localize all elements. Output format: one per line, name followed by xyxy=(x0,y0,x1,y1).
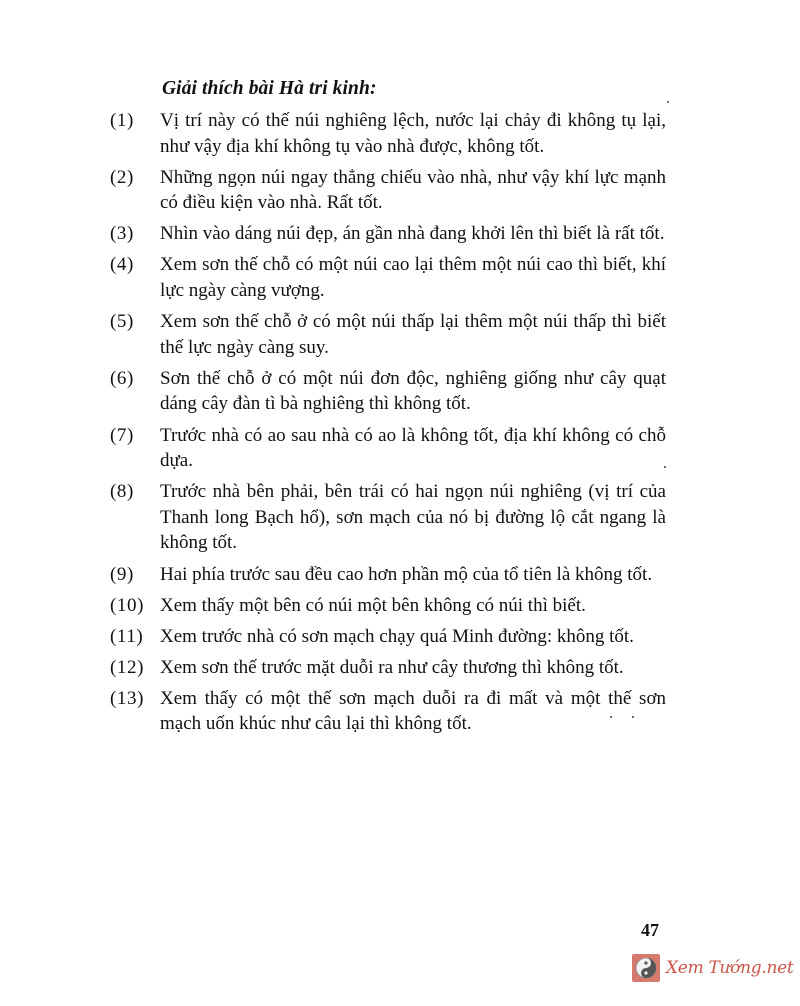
list-item-6 xyxy=(110,366,666,417)
list-item-12 xyxy=(110,655,666,681)
list-item-11 xyxy=(110,624,666,650)
item-number: (11) xyxy=(110,625,144,647)
item-number: (2) xyxy=(110,166,134,188)
list-item-3 xyxy=(110,221,666,247)
item-text: Trước nhà có ao sau nhà có ao là không tốt, địa khí không có chỗ dựa. xyxy=(160,424,666,472)
list-item-4 xyxy=(110,252,666,303)
scan-speck xyxy=(610,716,612,718)
page-number: 47 xyxy=(641,920,659,940)
watermark xyxy=(632,953,793,983)
item-number: (9) xyxy=(110,563,134,585)
list-item-1 xyxy=(110,108,666,159)
item-number: (3) xyxy=(110,223,134,245)
item-number: (13) xyxy=(110,687,145,709)
list-item-2 xyxy=(110,165,666,216)
section-heading: Giải thích bài Hà tri kinh: xyxy=(162,78,377,99)
item-text: Những ngọn núi ngay thẳng chiếu vào nhà, như vậy khí lực mạnh có điều kiện vào nhà. Rất tốt. xyxy=(160,166,666,214)
item-number: (4) xyxy=(110,254,134,276)
watermark-logo xyxy=(632,954,660,982)
list-item-9 xyxy=(110,562,666,588)
item-text: Xem thấy một bên có núi một bên không có núi thì biết. xyxy=(160,594,586,616)
list-item-5 xyxy=(110,309,666,360)
item-number: (1) xyxy=(110,110,134,131)
watermark-text: Xem Tướng.net xyxy=(666,958,794,978)
yin-yang-icon xyxy=(635,957,657,979)
item-number: (8) xyxy=(110,481,134,503)
numbered-list xyxy=(110,108,666,743)
scan-speck xyxy=(664,466,666,468)
item-text: Xem sơn thế chỗ có một núi cao lại thêm một núi cao thì biết, khí lực ngày càng vượng. xyxy=(160,254,666,302)
item-number: (10) xyxy=(110,594,145,616)
list-item-13 xyxy=(110,686,666,737)
list-item-8 xyxy=(110,479,666,556)
scan-speck xyxy=(667,101,669,103)
item-number: (6) xyxy=(110,367,134,389)
list-item-7 xyxy=(110,423,666,474)
item-text: Hai phía trước sau đều cao hơn phần mộ của tổ tiên là không tốt. xyxy=(160,563,653,585)
list-item-10 xyxy=(110,593,666,619)
item-text: Sơn thế chỗ ở có một núi đơn độc, nghiêng giống như cây quạt dáng cây đàn tì bà nghiêng thì không tốt. xyxy=(160,367,666,415)
item-text: Nhìn vào dáng núi đẹp, án gần nhà đang khởi lên thì biết là rất tốt. xyxy=(160,223,665,245)
item-text: Xem trước nhà có sơn mạch chạy quá Minh đường: không tốt. xyxy=(160,625,634,647)
item-text: Xem sơn thế chỗ ở có một núi thấp lại thêm một núi thấp thì biết thế lực ngày càng suy. xyxy=(160,311,666,358)
item-text: Xem sơn thế trước mặt duỗi ra như cây thương thì không tốt. xyxy=(160,656,624,678)
item-number: (12) xyxy=(110,656,145,678)
item-number: (5) xyxy=(110,311,134,333)
scan-speck xyxy=(632,716,634,718)
item-text: Xem thấy có một thế sơn mạch duỗi ra đi mất và một thế sơn mạch uốn khúc như câu lại thì không tốt. xyxy=(160,687,666,735)
item-text: Trước nhà bên phải, bên trái có hai ngọn núi nghiêng (vị trí của Thanh long Bạch hổ), sơn mạch của nó bị đường lộ cắt ngang là không tốt. xyxy=(160,481,666,554)
item-number: (7) xyxy=(110,424,134,446)
item-text: Vị trí này có thế núi nghiêng lệch, nước lại chảy đi không tụ lại, như vậy địa khí không tụ vào nhà được, không tốt. xyxy=(160,110,666,157)
